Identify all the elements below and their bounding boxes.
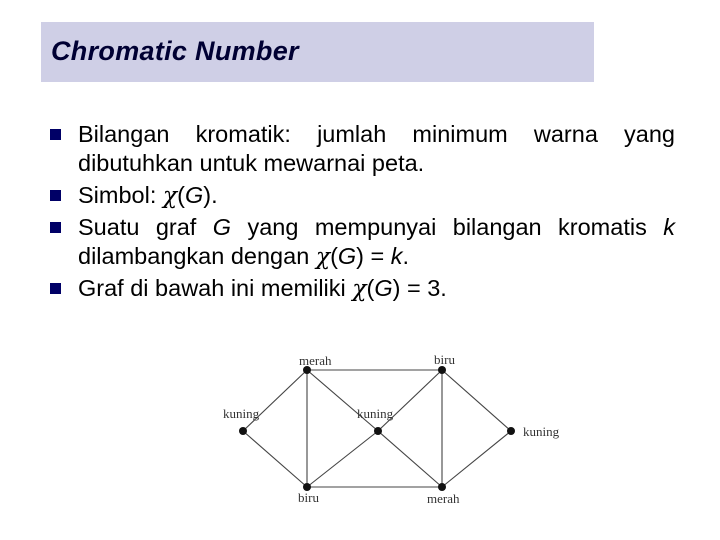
- chi-symbol: χ: [352, 274, 367, 302]
- bullet-item: [50, 120, 675, 178]
- graph-edge: [378, 370, 442, 431]
- chi-symbol: χ: [315, 242, 331, 270]
- vertex-label: biru: [434, 352, 455, 367]
- bullet-text: Simbol:: [78, 182, 163, 208]
- vertex-label: biru: [298, 490, 319, 505]
- bullet-text: Graf di bawah ini memiliki: [78, 275, 353, 301]
- paren-close: ) =: [356, 243, 391, 269]
- graph-edge: [378, 431, 442, 487]
- square-bullet-icon: [50, 190, 61, 201]
- graph-variable: G: [374, 275, 393, 301]
- vertex-bottom-right: [438, 483, 446, 491]
- bullet-text: dilambangkan dengan: [78, 243, 316, 269]
- title-bar: [41, 22, 594, 82]
- graph-edge: [243, 431, 307, 487]
- bullet-item: [50, 274, 675, 303]
- bullet-text: Suatu graf: [78, 214, 213, 240]
- graph-variable: G: [184, 182, 204, 208]
- paren-close: ) = 3.: [392, 275, 447, 301]
- vertex-label: merah: [299, 353, 332, 368]
- bullet-item: [50, 213, 675, 271]
- graph-edge: [442, 431, 511, 487]
- graph-variable: G: [337, 243, 357, 269]
- vertex-label: kuning: [223, 406, 260, 421]
- vertex-label: kuning: [523, 424, 560, 439]
- slide-title: Chromatic Number: [51, 36, 299, 66]
- square-bullet-icon: [50, 222, 61, 233]
- chi-symbol: χ: [162, 181, 178, 209]
- bullet-text: Bilangan kromatik: jumlah minimum warna yang dibutuhkan untuk mewarnai peta.: [78, 121, 675, 176]
- paren-open: (: [366, 275, 375, 301]
- graph-edge: [307, 431, 378, 487]
- graph-diagram: [215, 350, 585, 510]
- k-variable: k: [663, 214, 675, 240]
- vertex-left: [239, 427, 247, 435]
- graph-variable: G: [212, 214, 232, 240]
- square-bullet-icon: [50, 129, 61, 140]
- paren-close: ).: [203, 182, 218, 208]
- graph-edge: [307, 370, 378, 431]
- bullet-item: [50, 181, 675, 210]
- graph-edge: [442, 370, 511, 431]
- bullet-list: [50, 120, 675, 306]
- vertex-right: [507, 427, 515, 435]
- graph-vertices: [239, 366, 515, 491]
- graph-edge: [243, 370, 307, 431]
- paren-open: (: [177, 182, 185, 208]
- bullet-text: .: [402, 243, 410, 269]
- vertex-label: kuning: [357, 406, 394, 421]
- paren-open: (: [330, 243, 338, 269]
- square-bullet-icon: [50, 283, 61, 294]
- vertex-top-right: [438, 366, 446, 374]
- k-variable: k: [390, 243, 403, 269]
- vertex-center: [374, 427, 382, 435]
- bullet-text: yang mempunyai bilangan kromatis: [231, 214, 664, 240]
- vertex-label: merah: [427, 491, 460, 506]
